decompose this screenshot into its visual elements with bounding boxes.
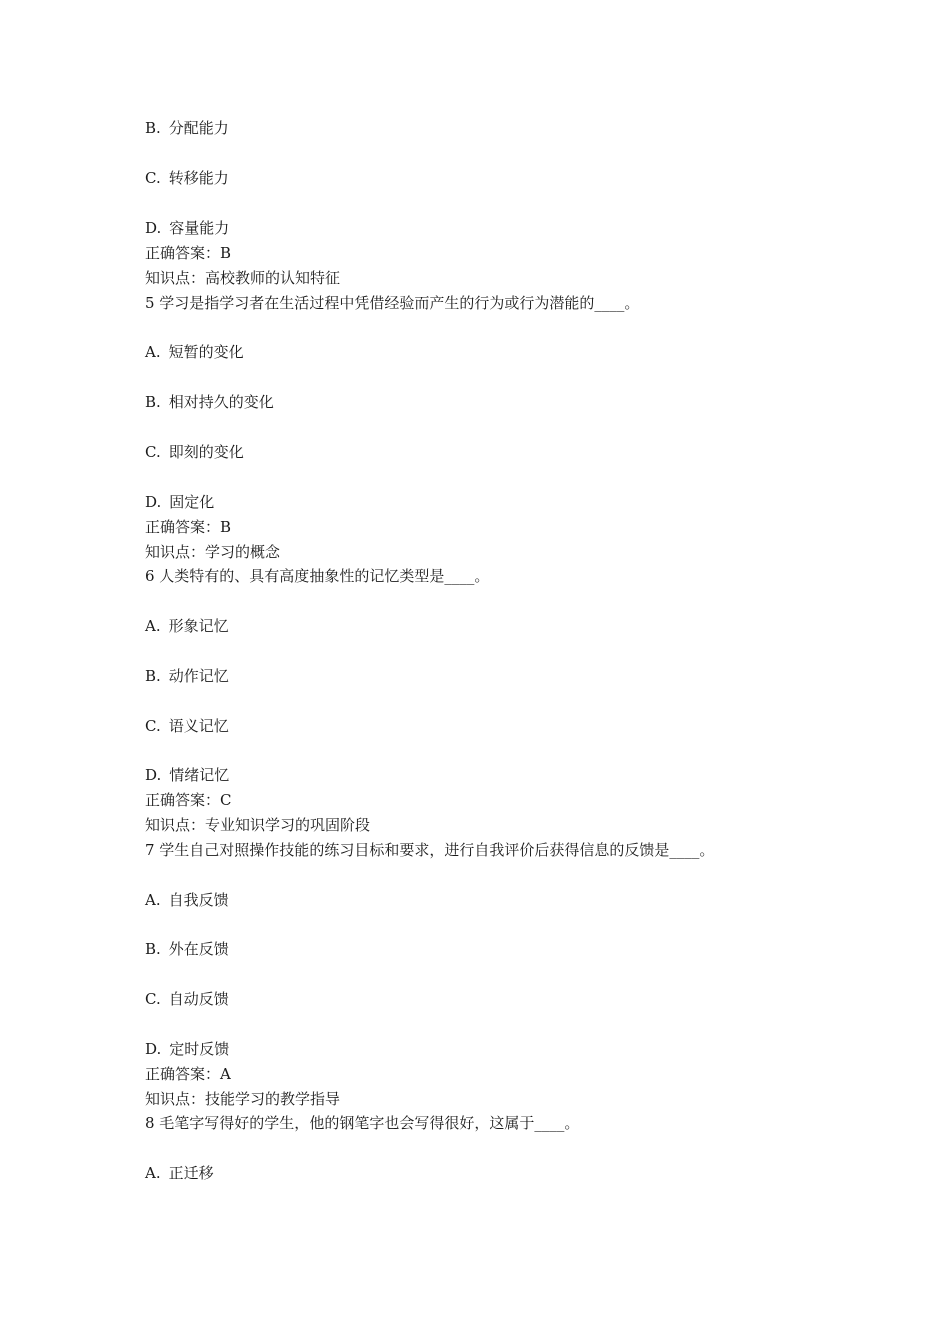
- option-a: [145, 616, 229, 636]
- option-letter: B.: [145, 119, 161, 137]
- question-text: 8 毛笔字写得好的学生，他的钢笔字也会写得很好，这属于____。: [145, 1114, 580, 1132]
- correct-answer: [145, 1064, 231, 1084]
- knowledge-point: [145, 542, 280, 562]
- option-text: 动作记忆: [168, 667, 229, 685]
- option-a: [145, 890, 229, 910]
- knowledge-label: 知识点：: [145, 543, 206, 561]
- option-b: [145, 118, 229, 138]
- option-letter: A.: [145, 1164, 161, 1182]
- correct-answer: [145, 517, 231, 537]
- knowledge-label: 知识点：: [145, 269, 206, 287]
- option-letter: D.: [145, 1040, 162, 1058]
- knowledge-value: 学习的概念: [205, 543, 281, 561]
- option-text: 转移能力: [168, 169, 229, 187]
- knowledge-label: 知识点：: [145, 816, 206, 834]
- option-d: [145, 492, 214, 512]
- option-text: 自我反馈: [168, 891, 229, 909]
- question-text: 5 学习是指学习者在生活过程中凭借经验而产生的行为或行为潜能的____。: [145, 294, 640, 312]
- option-text: 语义记忆: [168, 717, 229, 735]
- correct-answer: [145, 790, 232, 810]
- knowledge-point: [145, 268, 340, 288]
- option-c: [145, 989, 229, 1009]
- option-text: 短暂的变化: [168, 343, 244, 361]
- answer-value: B: [220, 244, 232, 262]
- option-text: 相对持久的变化: [168, 393, 274, 411]
- answer-value: C: [220, 791, 232, 809]
- knowledge-value: 专业知识学习的巩固阶段: [205, 816, 371, 834]
- option-a: [145, 1163, 214, 1183]
- correct-answer: [145, 243, 231, 263]
- option-d: [145, 765, 229, 785]
- knowledge-label: 知识点：: [145, 1090, 206, 1108]
- option-text: 容量能力: [169, 219, 230, 237]
- knowledge-value: 技能学习的教学指导: [205, 1090, 341, 1108]
- option-d: [145, 1039, 229, 1059]
- option-text: 正迁移: [168, 1164, 214, 1182]
- knowledge-point: [145, 815, 370, 835]
- option-text: 即刻的变化: [168, 443, 244, 461]
- option-text: 固定化: [169, 493, 215, 511]
- option-a: [145, 342, 244, 362]
- option-text: 情绪记忆: [169, 766, 230, 784]
- option-text: 定时反馈: [169, 1040, 230, 1058]
- answer-label: 正确答案：: [145, 518, 221, 536]
- option-c: [145, 442, 244, 462]
- option-letter: A.: [145, 891, 161, 909]
- option-letter: C.: [145, 443, 161, 461]
- option-text: 形象记忆: [168, 617, 229, 635]
- answer-value: A: [220, 1065, 231, 1083]
- answer-value: B: [220, 518, 232, 536]
- option-c: [145, 716, 229, 736]
- option-letter: A.: [145, 617, 161, 635]
- option-letter: C.: [145, 717, 161, 735]
- answer-label: 正确答案：: [145, 791, 221, 809]
- option-b: [145, 392, 274, 412]
- question-text: 6 人类特有的、具有高度抽象性的记忆类型是____。: [145, 567, 490, 585]
- option-b: [145, 666, 229, 686]
- option-d: [145, 218, 229, 238]
- answer-label: 正确答案：: [145, 1065, 221, 1083]
- option-letter: B.: [145, 393, 161, 411]
- option-letter: D.: [145, 219, 162, 237]
- option-letter: C.: [145, 169, 161, 187]
- option-text: 自动反馈: [168, 990, 229, 1008]
- option-text: 分配能力: [168, 119, 229, 137]
- option-letter: C.: [145, 990, 161, 1008]
- option-c: [145, 168, 229, 188]
- knowledge-value: 高校教师的认知特征: [205, 269, 341, 287]
- option-letter: B.: [145, 940, 161, 958]
- option-text: 外在反馈: [168, 940, 229, 958]
- option-letter: D.: [145, 493, 162, 511]
- option-letter: B.: [145, 667, 161, 685]
- option-letter: D.: [145, 766, 162, 784]
- option-letter: A.: [145, 343, 161, 361]
- option-b: [145, 939, 229, 959]
- question-text: 7 学生自己对照操作技能的练习目标和要求，进行自我评价后获得信息的反馈是____。: [145, 841, 715, 859]
- answer-label: 正确答案：: [145, 244, 221, 262]
- knowledge-point: [145, 1089, 340, 1109]
